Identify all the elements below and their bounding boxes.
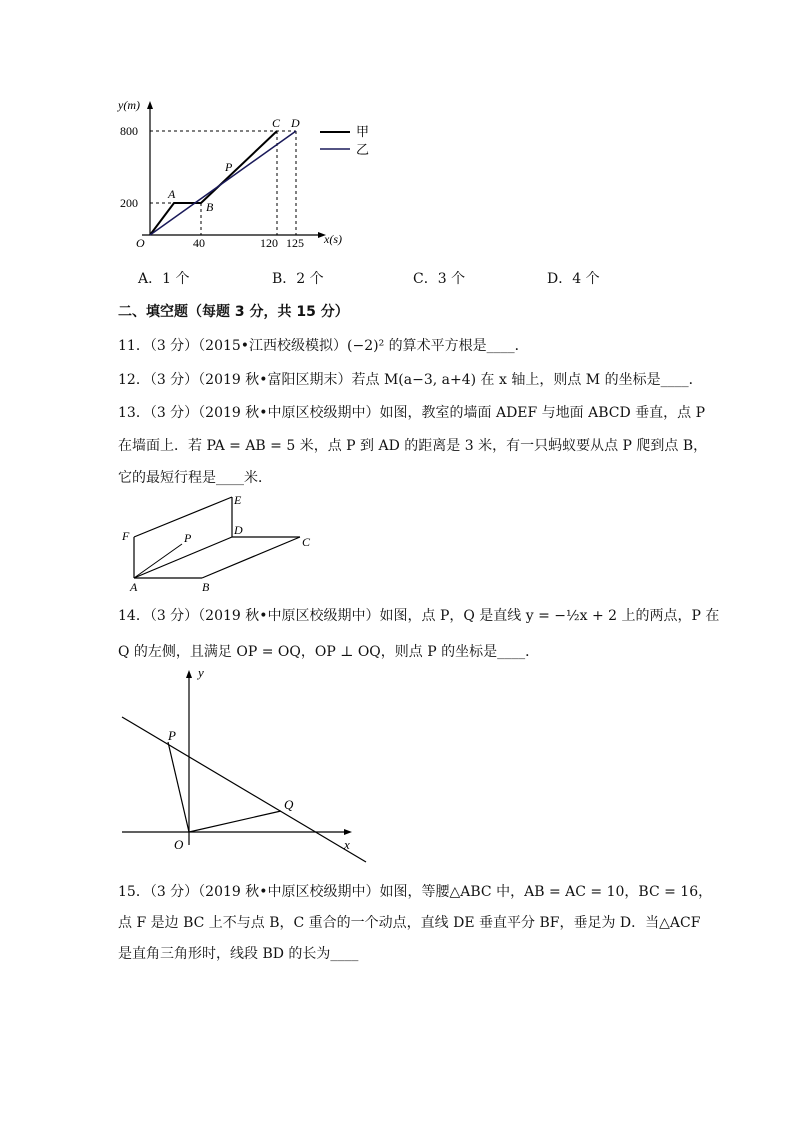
svg-text:P: P [184,531,192,545]
question-15-line-1: 15．（3 分）（2019 秋•中原区校级期中）如图，等腰△ABC 中，AB = AC = 10，BC = 16， [118,884,713,900]
distance-time-graph [110,95,380,250]
question-15-line-3: 是直角三角形时，线段 BD 的长为____ [118,946,359,962]
question-14-line-1: 14．（3 分）（2019 秋•中原区校级期中）如图，点 P，Q 是直线 y = −½x + 2 上的两点，P 在 [118,608,720,624]
y-tick-200: 200 [120,196,138,210]
y-axis-arrow [147,101,153,109]
legend-jia-label: 甲 [356,124,370,139]
svg-text:B: B [202,580,210,594]
question-11: 11．（3 分）（2015•江西校级模拟）(−2)² 的算术平方根是____． [118,338,529,354]
coordinate-figure [118,665,378,870]
svg-text:E: E [234,493,242,507]
y-tick-800: 800 [120,124,138,138]
y-axis-label: y(m) [118,98,140,112]
x-tick-120: 120 [260,236,278,250]
svg-text:y: y [198,665,204,680]
point-a: A [168,187,176,201]
svg-text:C: C [302,535,311,549]
legend-yi-label: 乙 [356,142,370,157]
point-p: P [225,160,233,174]
x-tick-40: 40 [193,236,205,250]
svg-text:D: D [234,523,243,537]
svg-text:P: P [168,728,176,743]
option-b: B．2 个 [272,271,324,287]
x-tick-125: 125 [286,236,304,250]
point-b: B [206,200,214,214]
question-13-line-1: 13．（3 分）（2019 秋•中原区校级期中）如图，教室的墙面 ADEF 与地面 ABCD 垂直，点 P [118,405,706,421]
question-12: 12．（3 分）（2019 秋•富阳区期末）若点 M(a−3, a+4) 在 x 轴上，则点 M 的坐标是____． [118,372,703,388]
point-c: C [272,116,281,130]
origin-label: O [136,236,145,250]
x-axis-label: x(s) [324,232,342,246]
svg-text:A: A [130,580,138,594]
section-heading: 二、填空题（每题 3 分，共 15 分） [118,304,349,320]
svg-text:O: O [174,837,184,852]
wall-floor-figure [118,492,328,597]
svg-text:x: x [344,837,350,852]
question-15-line-2: 点 F 是边 BC 上不与点 B，C 重合的一个动点，直线 DE 垂直平分 BF，垂足为 D．当△ACF [118,915,701,931]
jia-line [150,131,277,235]
svg-text:Q: Q [284,797,294,812]
question-14-line-2: Q 的左侧，且满足 OP = OQ，OP ⊥ OQ，则点 P 的坐标是____． [118,644,540,660]
option-d: D．4 个 [547,271,600,287]
option-c: C．3 个 [413,271,466,287]
yi-line [150,131,296,235]
question-13-line-3: 它的最短行程是____米． [118,470,272,486]
option-a: A．1 个 [138,271,190,287]
svg-text:F: F [122,529,130,543]
question-13-line-2: 在墙面上．若 PA = AB = 5 米，点 P 到 AD 的距离是 3 米，有一只蚂蚁要从点 P 爬到点 B， [118,438,708,454]
point-d: D [291,116,300,130]
